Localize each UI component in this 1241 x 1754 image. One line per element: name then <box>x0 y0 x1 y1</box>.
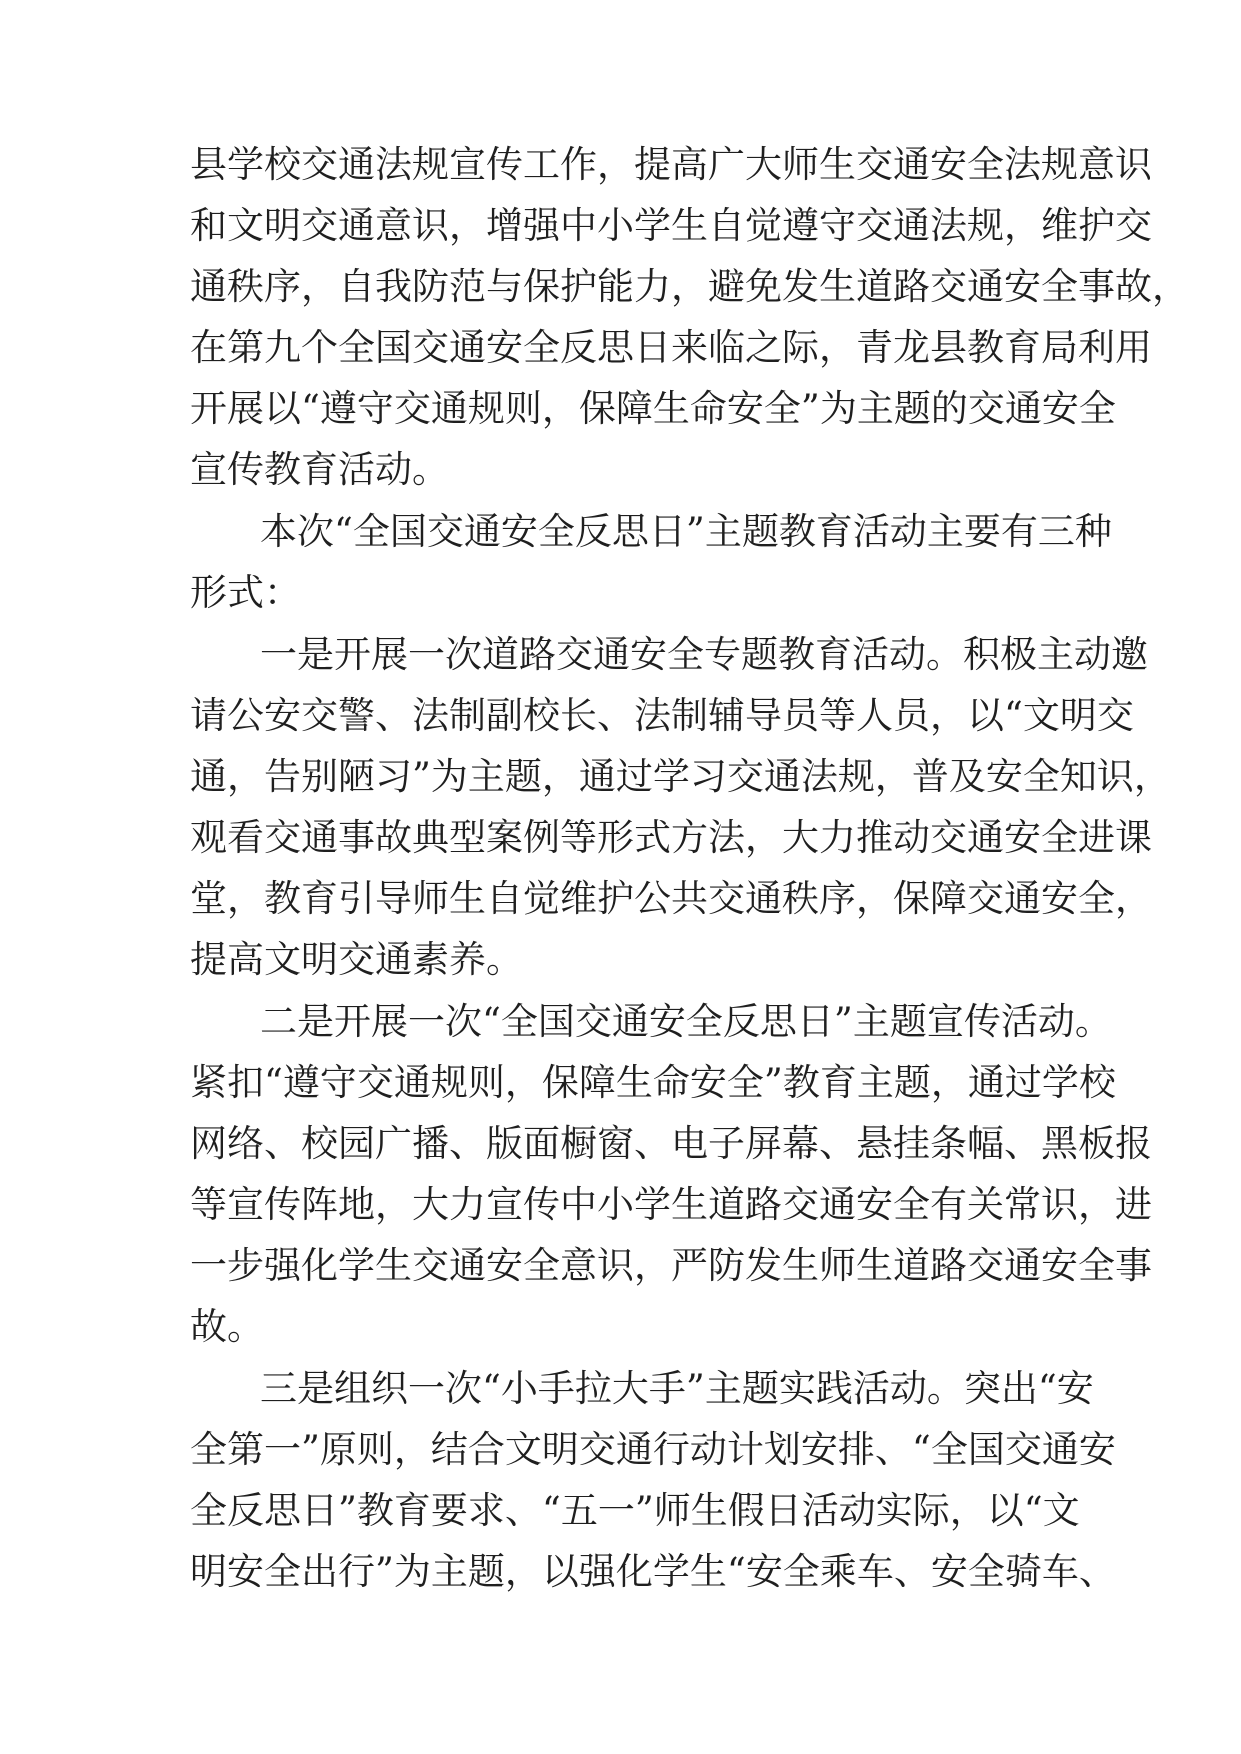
text-line: 等宣传阵地，大力宣传中小学生道路交通安全有关常识，进 <box>190 1183 1152 1226</box>
text-line: 一步强化学生交通安全意识，严防发生师生道路交通安全事 <box>190 1244 1152 1287</box>
text-line: 三是组织一次“小手拉大手”主题实践活动。突出“安 <box>260 1367 1094 1410</box>
text-line: 紧扣“遵守交通规则，保障生命安全”教育主题，通过学校 <box>190 1061 1116 1104</box>
text-line: 通，告别陋习”为主题，通过学习交通法规，普及安全知识， <box>190 755 1171 798</box>
text-line: 和文明交通意识，增强中小学生自觉遵守交通法规，维护交 <box>190 204 1152 247</box>
text-line: 开展以“遵守交通规则，保障生命安全”为主题的交通安全 <box>190 387 1116 430</box>
text-line: 通秩序，自我防范与保护能力，避免发生道路交通安全事故， <box>190 265 1189 308</box>
text-line: 形式： <box>190 571 301 614</box>
text-line: 网络、校园广播、版面橱窗、电子屏幕、悬挂条幅、黑板报 <box>190 1122 1152 1165</box>
text-line: 明安全出行”为主题，以强化学生“安全乘车、安全骑车、 <box>190 1550 1116 1593</box>
text-line: 二是开展一次“全国交通安全反思日”主题宣传活动。 <box>260 1000 1112 1043</box>
text-line: 在第九个全国交通安全反思日来临之际，青龙县教育局利用 <box>190 326 1152 369</box>
text-line: 宣传教育活动。 <box>190 448 449 491</box>
text-line: 堂，教育引导师生自觉维护公共交通秩序，保障交通安全， <box>190 877 1152 920</box>
text-line: 全第一”原则，结合文明交通行动计划安排、“全国交通安 <box>190 1428 1116 1471</box>
text-line: 本次“全国交通安全反思日”主题教育活动主要有三种 <box>260 510 1112 553</box>
text-line: 提高文明交通素养。 <box>190 938 523 981</box>
text-line: 一是开展一次道路交通安全专题教育活动。积极主动邀 <box>260 633 1148 676</box>
text-line: 故。 <box>190 1305 264 1348</box>
text-line: 县学校交通法规宣传工作，提高广大师生交通安全法规意识 <box>190 143 1152 186</box>
text-line: 全反思日”教育要求、“五一”师生假日活动实际，以“文 <box>190 1489 1080 1532</box>
text-line: 观看交通事故典型案例等形式方法，大力推动交通安全进课 <box>190 816 1152 859</box>
text-line: 请公安交警、法制副校长、法制辅导员等人员，以“文明交 <box>190 694 1134 737</box>
